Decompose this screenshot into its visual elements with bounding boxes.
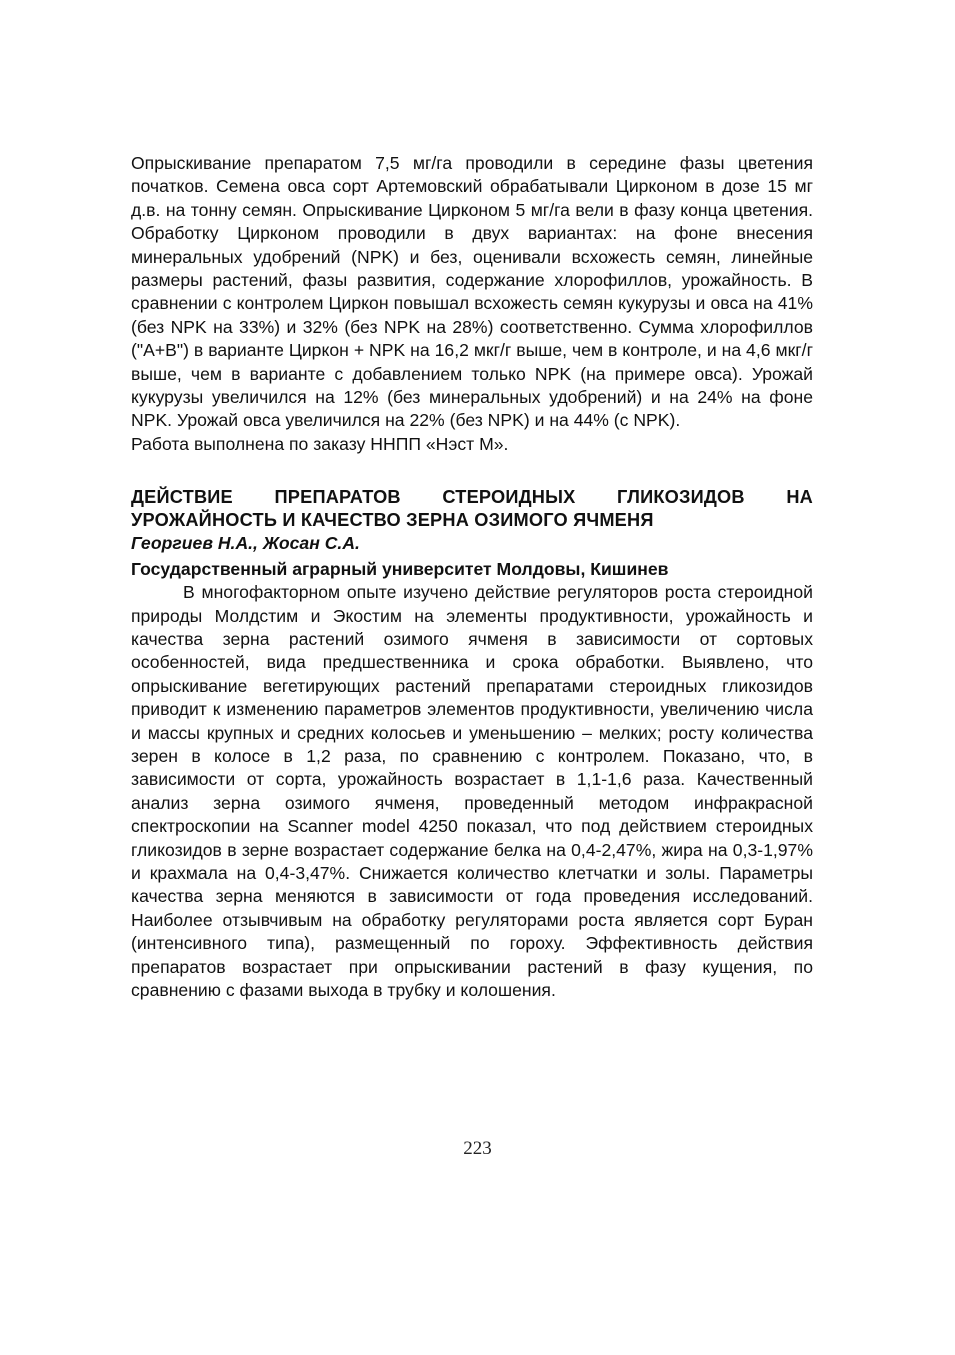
page-text-column — [131, 152, 813, 1002]
intro-paragraph: Опрыскивание препаратом 7,5 мг/га проводили в середине фазы цветения початков. Семена овса сорт Артемовский обрабатывали Цирконом в дозе 15 мг д.в. на тонну семян. Опрыскивание Цирконом 5 мг/га вели в фазу конца цветения. Обработку Цирконом проводили в двух вариантах: на фоне внесения минеральных удобрений (NPK) и без, оценивали всхожесть семян, линейные размеры растений, фазы развития, содержание хлорофиллов, урожайность. В сравнении с контролем Циркон повышал всхожесть семян кукурузы и овса на 41% (без NPK на 33%) и 32% (без NPK на 28%) соответственно. Сумма хлорофиллов ("А+В") в варианте Циркон + NPK на 16,2 мкг/г выше, чем в контроле, и на 4,6 мкг/г выше, чем в варианте с добавлением только NPK (на примере овса). Урожай кукурузы увеличился на 12% (без минеральных удобрений) и на 24% на фоне NPK. Урожай овса увеличился на 22% (без NPK) и на 44% (с NPK). — [131, 153, 813, 431]
intro-closing-line: Работа выполнена по заказу ННПП «Нэст М». — [131, 433, 509, 454]
article-authors: Георгиев Н.А., Жосан С.А. — [131, 533, 360, 554]
article-affiliation: Государственный аграрный университет Молдовы, Кишинев — [131, 558, 669, 579]
article-title: ДЕЙСТВИЕ ПРЕПАРАТОВ СТЕРОИДНЫХ ГЛИКОЗИДОВ НА УРОЖАЙНОСТЬ И КАЧЕСТВО ЗЕРНА ОЗИМОГО ЯЧМЕНЯ — [131, 487, 813, 531]
article-abstract: В многофакторном опыте изучено действие регуляторов роста стероидной природы Молдстим и Экостим на элементы продуктивности, урожайность и качества зерна растений озимого ячменя в зависимости от сортовых особенностей, вида предшественника и срока обработки. Выявлено, что опрыскивание вегетирующих растений препаратами стероидных гликозидов приводит к изменению параметров элементов продуктивности, увеличению числа и массы крупных и средних колосьев и уменьшению – мелких; росту количества зерен в колосе в 1,2 раза, по сравнению с контролем. Показано, что, в зависимости от сорта, урожайность возрастает в 1,1-1,6 раза. Качественный анализ зерна озимого ячменя, проведенный методом инфракрасной спектроскопии на Scanner model 4250 показал, что под действием стероидных гликозидов в зерне возрастает содержание белка на 0,4-2,47%, жира на 0,3-1,97% и крахмала на 0,4-3,47%. Снижается количество клетчатки и золы. Параметры качества зерна меняются в зависимости от года проведения исследований. Наиболее отзывчивым на обработку регуляторами роста является сорт Буран (интенсивного типа), размещенный по гороху. Эффективность действия препаратов возрастает при опрыскивании растений в фазу кущения, по сравнению с фазами выхода в трубку и колошения. — [131, 582, 813, 1000]
page-number: 223 — [463, 1138, 492, 1159]
